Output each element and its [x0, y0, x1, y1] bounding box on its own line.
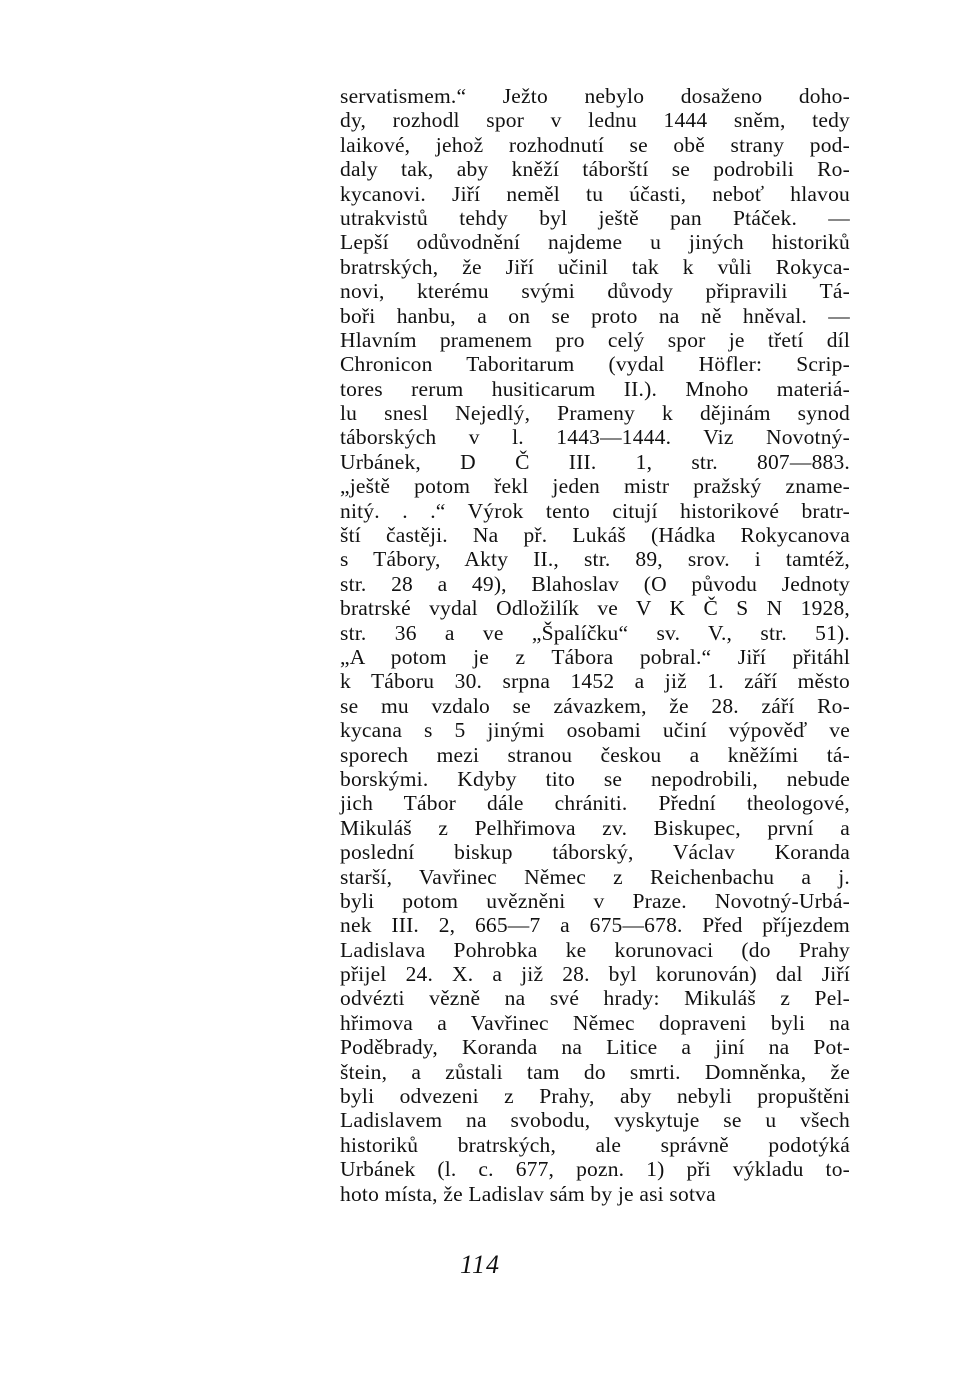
text-line: servatismem.“ Ježto nebylo dosaženo doho-	[340, 84, 850, 108]
text-line: borskými. Kdyby tito se nepodrobili, nebude	[340, 766, 850, 791]
text-line: laikové, jehož rozhodnutí se obě strany pod-	[340, 132, 850, 157]
text-line: novi, kterému svými důvody připravili Tá-	[340, 279, 850, 304]
text-line: Lepší odůvodnění najdeme u jiných historiků	[340, 230, 850, 255]
text-line: historiků bratrských, ale správně podotýká	[340, 1132, 850, 1157]
text-line: daly tak, aby kněží táborští se podrobili Ro-	[340, 157, 850, 182]
text-line: přijel 24. X. a již 28. byl korunován) dal Jiří	[340, 962, 850, 987]
text-line: utrakvistů tehdy byl ještě pan Ptáček. —	[340, 205, 850, 230]
text-line: lu snesl Nejedlý, Prameny k dějinám synod	[340, 401, 850, 426]
text-line: bratrské vydal Odložilík ve V K Č S N 1928,	[340, 596, 850, 621]
text-line: poslední biskup táborský, Václav Koranda	[340, 840, 850, 865]
text-line: kycana s 5 jinými osobami učiní výpověď ve	[340, 718, 850, 743]
text-line: hřimova a Vavřinec Němec dopraveni byli na	[340, 1010, 850, 1035]
text-line: Hlavním pramenem pro celý spor je třetí díl	[340, 327, 850, 352]
text-line: Chronicon Taboritarum (vydal Höfler: Scrip-	[340, 352, 850, 377]
text-line: Poděbrady, Koranda na Litice a jiní na Pot-	[340, 1035, 850, 1060]
text-line: dy, rozhodl spor v lednu 1444 sněm, tedy	[340, 108, 850, 133]
text-line: táborských v l. 1443—1444. Viz Novotný-	[340, 425, 850, 450]
text-line: byli potom uvězněni v Praze. Novotný-Urbá-	[340, 888, 850, 913]
text-line: str. 28 a 49), Blahoslav (O původu Jednoty	[340, 571, 850, 596]
text-line: Ladislava Pohrobka ke korunovaci (do Prahy	[340, 937, 850, 962]
text-line: nitý. . .“ Výrok tento citují historikové bratr-	[340, 498, 850, 523]
text-line: Mikuláš z Pelhřimova zv. Biskupec, první a	[340, 815, 850, 840]
text-line: tores rerum husiticarum II.). Mnoho materiá-	[340, 376, 850, 401]
text-line: s Tábory, Akty II., str. 89, srov. i tamtéž,	[340, 547, 850, 572]
text-line: k Táboru 30. srpna 1452 a již 1. září město	[340, 669, 850, 694]
text-line: nek III. 2, 665—7 a 675—678. Před příjezdem	[340, 913, 850, 938]
text-line: Urbánek (l. c. 677, pozn. 1) při výkladu to-	[340, 1157, 850, 1182]
text-line: ští častěji. Na př. Lukáš (Hádka Rokycanova	[340, 523, 850, 548]
body-text	[340, 84, 850, 1206]
text-line: jich Tábor dále chrániti. Přední theologové,	[340, 791, 850, 816]
text-line: hoto místa, že Ladislav sám by je asi sotva	[340, 1181, 716, 1206]
text-line: bratrských, že Jiří učinil tak k vůli Rokyca-	[340, 254, 850, 279]
text-line: odvézti vězně na své hrady: Mikuláš z Pel-	[340, 986, 850, 1011]
text-line: str. 36 a ve „Špalíčku“ sv. V., str. 51).	[340, 620, 850, 645]
text-line: sporech mezi stranou českou a kněžími tá-	[340, 742, 850, 767]
text-line: byli odvezeni z Prahy, aby nebyli propuštěni	[340, 1084, 850, 1109]
text-line: „ještě potom řekl jeden mistr pražský zname-	[340, 474, 850, 499]
text-line: boři hanbu, a on se proto na ně hněval. —	[340, 303, 850, 328]
text-line: Ladislavem na svobodu, vyskytuje se u všech	[340, 1108, 850, 1133]
text-line: Urbánek, D Č III. 1, str. 807—883.	[340, 449, 850, 474]
page-number: 114	[459, 1250, 501, 1279]
text-line: kycanovi. Jiří neměl tu účasti, neboť hlavou	[340, 181, 850, 206]
text-line: „A potom je z Tábora pobral.“ Jiří přitáhl	[340, 644, 850, 669]
text-line: štein, a zůstali tam do smrti. Domněnka, že	[340, 1059, 850, 1084]
text-line: starší, Vavřinec Němec z Reichenbachu a j.	[340, 864, 850, 889]
text-line: se mu vzdalo se závazkem, že 28. září Ro-	[340, 693, 850, 718]
